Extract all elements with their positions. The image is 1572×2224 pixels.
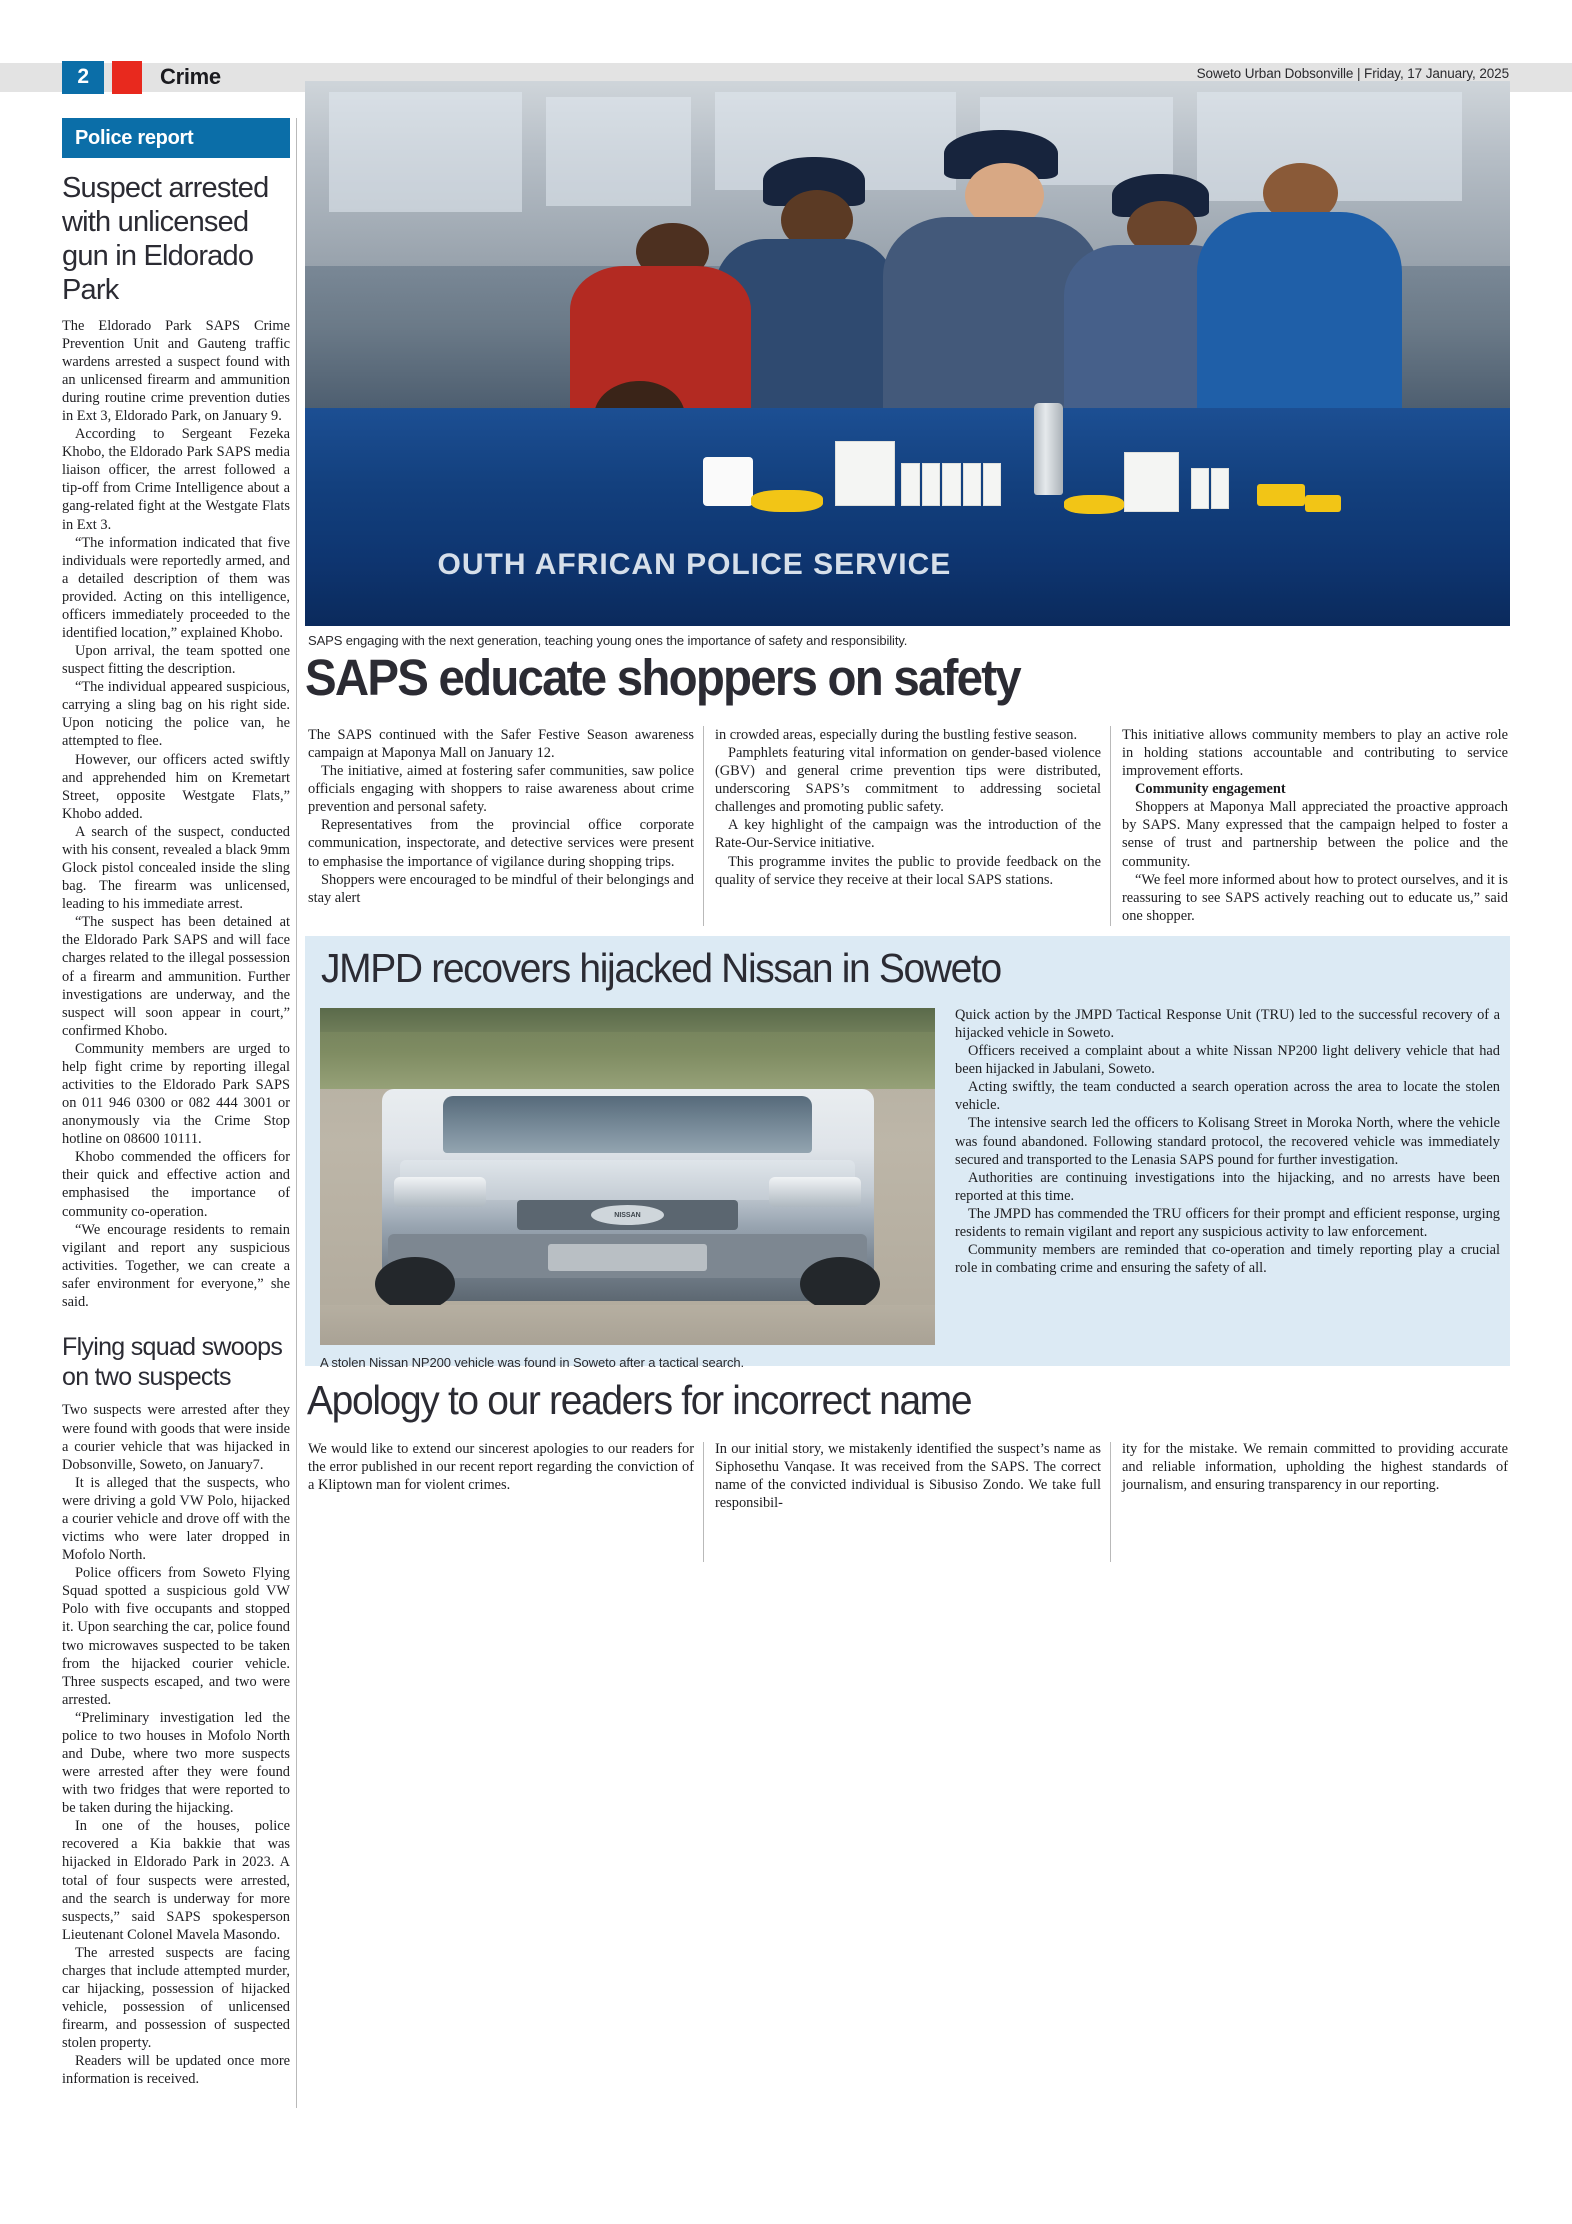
publication-line: Soweto Urban Dobsonville | Friday, 17 January, 2025: [1196, 66, 1509, 81]
paragraph: The Eldorado Park SAPS Crime Prevention Unit and Gauteng traffic wardens arrested a suspect found with an unlicensed firearm and ammunition during routine crime prevention duties in Ext 3, Eldorado Park, on January 9.: [62, 317, 290, 425]
paragraph: Police officers from Soweto Flying Squad spotted a suspicious gold VW Polo with five occupants and stopped it. Upon searching the car, police found two microwaves suspected to be taken from the hijacked courier vehicle. Three suspects escaped, and two were arrested.: [62, 1565, 290, 1708]
paragraph: Two suspects were arrested after they were found with goods that were inside a courier vehicle that was hijacked in Dobsonville, Soweto, on January7.: [62, 1402, 290, 1473]
paragraph: In one of the houses, police recovered a Kia bakkie that was hijacked in Eldorado Park in 2023. A total of four suspects were arrested, and the search is underway for more suspects,” said SAPS spokesperson Lieutenant Colonel Mavela Masondo.: [62, 1818, 290, 1943]
paragraph: Quick action by the JMPD Tactical Response Unit (TRU) led to the successful recovery of a hijacked vehicle in Soweto.: [955, 1007, 1500, 1042]
apology-columns: [308, 1440, 1508, 1512]
paragraph: We would like to extend our sincerest apologies to our readers for the error published in our recent report regarding the conviction of a Kliptown man for violent crimes.: [308, 1441, 694, 1494]
apology-divider-2: [1110, 1442, 1111, 1562]
paragraph: “The information indicated that five individuals were reportedly armed, and a detailed description of them was provided. Acting on this intelligence, officers immediately proceeded to the identified location,” explained Khobo.: [62, 534, 290, 642]
apology-col-1: [308, 1440, 694, 1512]
paragraph: This programme invites the public to provide feedback on the quality of service they receive at their local SAPS stations.: [715, 853, 1101, 888]
paragraph: A search of the suspect, conducted with his consent, revealed a black 9mm Glock pistol concealed inside the sling bag. The firearm was unlicensed, leading to his immediate arrest.: [62, 823, 290, 913]
apology-headline: Apology to our readers for incorrect name: [307, 1377, 972, 1423]
jmpd-car-photo: [320, 1008, 935, 1345]
paragraph: “The suspect has been detained at the Eldorado Park SAPS and will face charges related to the illegal possession of a firearm and ammunition. Further investigations are underway, and the suspect will soon appear in court,” confirmed Khobo.: [62, 914, 290, 1039]
saps-main-photo: [305, 81, 1510, 626]
apology-col-2: [715, 1440, 1101, 1512]
paragraph: “We feel more informed about how to protect ourselves, and it is reassuring to see SAPS actively reaching out to educate us,” said one shopper.: [1122, 871, 1508, 924]
paragraph: Acting swiftly, the team conducted a search operation across the area to locate the stolen vehicle.: [955, 1079, 1500, 1114]
paragraph: In our initial story, we mistakenly identified the suspect’s name as Siphosethu Vanqase. It was received from the SAPS. The correct name of the convicted individual is Sibusiso Zondo. We take full responsibil-: [715, 1441, 1101, 1512]
left-column: [62, 118, 290, 2088]
paragraph: “We encourage residents to remain vigilant and report any suspicious activities. Together, we can create a safer environment for everyone,” she said.: [62, 1221, 290, 1310]
saps-divider-1: [703, 726, 704, 926]
paragraph: The initiative, aimed at fostering safer communities, saw police officials engaging with shoppers to raise awareness about crime prevention and personal safety.: [308, 763, 694, 816]
main-photo-caption: SAPS engaging with the next generation, teaching young ones the importance of safety and responsibility.: [308, 633, 908, 648]
paragraph: The intensive search led the officers to Kolisang Street in Moroka North, where the vehicle was found abandoned. Following standard protocol, the recovered vehicle was immediately secured and transported to the Lenasia SAPS pound for further investigation.: [955, 1115, 1500, 1168]
jmpd-headline: JMPD recovers hijacked Nissan in Soweto: [321, 945, 1001, 991]
photo-banner-text: OUTH AFRICAN POLICE SERVICE: [437, 548, 952, 582]
paragraph: in crowded areas, especially during the bustling festive season.: [715, 727, 1078, 743]
paragraph: Representatives from the provincial office corporate communication, inspectorate, and detective services were present to emphasise the importance of vigilance during shopping trips.: [308, 817, 694, 870]
paragraph: However, our officers acted swiftly and apprehended him on Kremetart Street, opposite Westgate Flats,” Khobo added.: [62, 751, 290, 822]
saps-subheading: Community engagement: [1135, 781, 1286, 798]
paragraph: Community members are urged to help fight crime by reporting illegal activities to the Eldorado Park SAPS on 011 946 0300 or 082 444 3001 or anonymously via the Crime Stop hotline on 08600 10111.: [62, 1040, 290, 1148]
left-second-headline: Flying squad swoops on two suspects: [62, 1332, 283, 1391]
paragraph: A key highlight of the campaign was the introduction of the Rate-Our-Service initiative.: [715, 817, 1101, 852]
paragraph: This initiative allows community members to play an active role in holding stations accountable and contributing to service improvement efforts.: [1122, 727, 1508, 780]
paragraph: ity for the mistake. We remain committed to providing accurate and reliable information, upholding the highest standards of journalism, and ensuring transparency in our reporting.: [1122, 1441, 1508, 1494]
paragraph: Community members are reminded that co-operation and timely reporting play a crucial role in combating crime and ensuring the safety of all.: [955, 1242, 1500, 1277]
apology-divider-1: [703, 1442, 704, 1562]
main-headline: SAPS educate shoppers on safety: [305, 649, 1020, 706]
saps-col-2: [715, 726, 1101, 925]
nissan-badge: NISSAN: [591, 1205, 665, 1225]
paragraph: Pamphlets featuring vital information on gender-based violence (GBV) and general crime prevention tips were distributed, underscoring SAPS’s commitment to addressing societal challenges and promoting public safety.: [715, 745, 1101, 816]
saps-col-1: [308, 726, 694, 925]
paragraph: It is alleged that the suspects, who were driving a gold VW Polo, hijacked a courier vehicle and drove off with the victims who were later dropped in Mofolo North.: [62, 1474, 290, 1564]
apology-col-3: [1122, 1440, 1508, 1512]
paragraph: Authorities are continuing investigations into the hijacking, and no arrests have been reported at this time.: [955, 1169, 1500, 1204]
section-title: Crime: [160, 64, 221, 89]
paragraph: Readers will be updated once more information is received.: [62, 2053, 290, 2088]
left-second-body: [62, 1401, 290, 2088]
paragraph: Officers received a complaint about a white Nissan NP200 light delivery vehicle that had been hijacked in Jabulani, Soweto.: [955, 1043, 1500, 1078]
saps-divider-2: [1110, 726, 1111, 926]
paragraph: Khobo commended the officers for their quick and effective action and emphasised the importance of community co-operation.: [62, 1149, 290, 1220]
page-number-badge: 2: [62, 61, 104, 94]
saps-col-3: [1122, 726, 1508, 925]
paragraph: Shoppers at Maponya Mall appreciated the proactive approach by SAPS. Many expressed that the campaign helped to foster a sense of trust and partnership between the police and the community.: [1122, 799, 1508, 870]
jmpd-article-body: [955, 1006, 1500, 1277]
paragraph: “Preliminary investigation led the police to two houses in Mofolo North and Dube, where two more suspects were arrested after they were found with two fridges that were reported to be taken during the hijacking.: [62, 1709, 290, 1817]
police-report-banner: Police report: [62, 118, 290, 158]
paragraph: The SAPS continued with the Safer Festive Season awareness campaign at Maponya Mall on January 12.: [308, 727, 694, 762]
column-divider-left: [296, 118, 297, 2108]
jmpd-photo-caption: A stolen Nissan NP200 vehicle was found in Soweto after a tactical search.: [320, 1355, 745, 1370]
paragraph: The arrested suspects are facing charges that include attempted murder, car hijacking, possession of hijacked vehicle, possession of unlicensed firearm, and possession of suspected stolen property.: [62, 1944, 290, 2052]
paragraph: Upon arrival, the team spotted one suspect fitting the description.: [62, 643, 290, 678]
left-lead-headline: Suspect arrested with unlicensed gun in Eldorado Park: [62, 172, 269, 306]
paragraph: Shoppers were encouraged to be mindful of their belongings and stay alert: [308, 871, 694, 906]
paragraph: The JMPD has commended the TRU officers for their prompt and efficient response, urging residents to remain vigilant and report any suspicious activity to law enforcement.: [955, 1205, 1500, 1240]
paragraph: “The individual appeared suspicious, carrying a sling bag on his right side. Upon noticing the police van, he attempted to flee.: [62, 679, 290, 750]
left-lead-body: [62, 317, 290, 1311]
saps-article-columns: [308, 726, 1508, 925]
red-square-icon: [112, 61, 142, 94]
paragraph: According to Sergeant Fezeka Khobo, the Eldorado Park SAPS media liaison officer, the arrest followed a tip-off from Crime Intelligence about a gang-related fight at the Westgate Flats in Ext 3.: [62, 426, 290, 533]
